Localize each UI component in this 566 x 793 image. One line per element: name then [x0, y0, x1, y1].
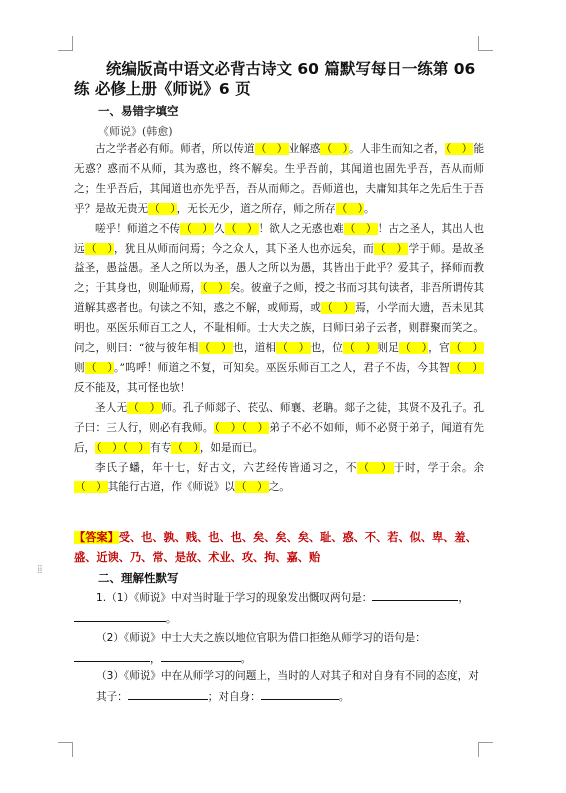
passage-text: ，犹且从师而问焉；今之众人，其下圣人也亦远矣，而: [114, 242, 374, 255]
passage-text: 。”呜呼！师道之不复，可知矣。巫医乐师百工之人，君子不齿，今其智: [114, 361, 450, 374]
answer-blank[interactable]: [372, 589, 458, 601]
passage-text: 也，道相: [232, 342, 277, 355]
passage-text: 则: [74, 361, 85, 374]
fill-blank[interactable]: （ ）: [277, 342, 310, 355]
fill-blank[interactable]: （ ）: [344, 222, 377, 235]
fill-blank[interactable]: （ ）: [336, 202, 364, 215]
question-2-mid: ，: [150, 653, 161, 665]
question-3: [74, 666, 484, 708]
fill-blank[interactable]: （ ）: [172, 441, 199, 454]
passage-text: 也，位: [310, 342, 344, 355]
fill-blank[interactable]: （ ）（ ）: [96, 441, 150, 454]
section-heading-2: 二、理解性默写: [98, 571, 179, 585]
fill-blank[interactable]: （ ）: [400, 342, 428, 355]
fill-blank[interactable]: （ ）: [344, 342, 377, 355]
answer-blank[interactable]: [161, 650, 241, 662]
passage-text: 矣。彼童子之师，授之书而习其句读者，非吾所谓传其道解其惑者也。句读之不知，惑之不解，或师焉，或: [74, 282, 485, 315]
question-3-end: 。: [338, 691, 350, 703]
passage-text: 嗟乎！师道之不传: [95, 222, 181, 235]
question-2-text: （2）《师说》中士大夫之族以地位官职为借口拒绝从师学习的语句是：: [96, 632, 426, 644]
fill-blank[interactable]: （ ）: [202, 282, 229, 295]
crop-mark-bottom-right: [478, 742, 493, 757]
answer-blank[interactable]: [261, 688, 339, 700]
passage-text: 弟子不必不如师，师不必贤于弟子，闻道有先后，: [74, 421, 484, 454]
passage-text: 则足: [377, 342, 400, 355]
question-2: [74, 628, 484, 670]
question-1-mid: ，: [458, 592, 469, 604]
question-1-text: 1.（1）《师说》中对当时耻于学习的现象发出慨叹两句是：: [96, 592, 373, 604]
fill-blank[interactable]: （ ）: [85, 361, 113, 374]
passage-text: 学于师。是故圣益圣，愚益愚。圣人之所以为圣，愚人之所以为愚，其皆出于此乎？爱其子，择师而教之；于其身也，则耻师焉，: [74, 242, 485, 295]
passage-body: [74, 140, 484, 498]
answer-text: 受、也、孰、贱、也、也、矣、矣、矣、耻、惑、不、若、似、卑、羞、盛、近谀、乃、常、是故、术业、攻、拘、嘉、贻: [74, 531, 477, 564]
passage-text: ！古之圣人，其出人也远: [74, 222, 485, 255]
passage-text: ，无长无少，道之所存，师之所存: [176, 202, 336, 215]
fill-blank[interactable]: （ ）: [255, 143, 288, 155]
passage-paragraph: [74, 399, 484, 459]
passage-text: 反不能及，其可怪也欤！: [74, 381, 191, 394]
fill-blank[interactable]: （ ）: [225, 222, 258, 235]
passage-text: 。: [364, 202, 375, 215]
passage-source: 《师说》(韩愈): [98, 125, 173, 138]
passage-text: 于时，学于余。余: [393, 461, 484, 474]
answer-blank[interactable]: [128, 688, 208, 700]
fill-blank[interactable]: （ ）: [128, 401, 161, 414]
fill-blank[interactable]: （ ）: [235, 481, 268, 494]
passage-text: 古之学者必有师。师者，所以传道: [95, 143, 255, 155]
passage-text: 业解惑: [288, 143, 321, 155]
section-heading-1: 一、易错字填空: [98, 104, 179, 118]
question-1: [74, 588, 484, 630]
drag-handle-icon[interactable]: ⁞⁞: [37, 562, 42, 576]
passage-text: 有专: [150, 441, 172, 454]
fill-blank[interactable]: （ ）: [85, 242, 114, 255]
crop-mark-bottom-left: [58, 742, 73, 757]
passage-text: 圣人无: [95, 401, 128, 414]
fill-blank[interactable]: （ ）: [322, 302, 355, 315]
fill-blank[interactable]: （ ）: [321, 143, 349, 155]
passage-paragraph: [74, 140, 484, 220]
passage-text: 其能行古道，作《师说》以: [107, 481, 235, 494]
crop-mark-top-right: [478, 36, 493, 51]
question-1-end: 。: [166, 613, 177, 625]
fill-blank[interactable]: （ ）: [450, 361, 484, 374]
question-2-end: 。: [240, 653, 252, 665]
passage-text: 久: [214, 222, 225, 235]
fill-blank[interactable]: （ ）: [199, 342, 232, 355]
passage-text: 师。孔子师郯子、苌弘、师襄、老聃。郯子之徒，其贤不及孔子。孔子曰：三人行，则必有我师。: [74, 401, 485, 434]
question-3-text: （3）《师说》中在从师学习的问题上，当时的人对其子和对自身有不同的态度，对其子：: [96, 670, 479, 703]
answer-tag: 【答案】: [74, 531, 119, 544]
answer-blank[interactable]: [74, 650, 150, 662]
passage-text: 。人非生而知之者，: [349, 143, 445, 155]
fill-blank[interactable]: （ ）: [374, 242, 408, 255]
passage-text: 能无惑？惑而不从师，其为惑也，终不解矣。生乎吾前，其闻道也固先乎吾，吾从而师之；生乎吾后，其闻道也亦先乎吾，吾从而师之。吾师道也，夫庸知其年之先后生于吾乎？是故无贵无: [74, 143, 485, 215]
question-3-mid: ；对自身：: [207, 691, 261, 703]
passage-text: ，如是而已。: [199, 441, 264, 454]
fill-blank[interactable]: （ ）: [149, 202, 176, 215]
fill-blank[interactable]: （ ）: [75, 481, 107, 494]
crop-mark-top-left: [58, 36, 73, 51]
passage-text: 之。: [268, 481, 290, 494]
fill-blank[interactable]: （ ）: [181, 222, 214, 235]
passage-text: 李氏子蟠，年十七，好古文，六艺经传皆通习之，不: [95, 461, 358, 474]
fill-blank[interactable]: （ ）: [450, 342, 484, 355]
answer-block: [74, 528, 484, 568]
passage-paragraph: [74, 459, 484, 499]
answer-blank[interactable]: [74, 610, 166, 622]
passage-text: ，官: [428, 342, 450, 355]
document-title: 统编版高中语文必背古诗文 60 篇默写每日一练第 06 练 必修上册《师说》6 页: [74, 60, 476, 98]
passage-text: ！欲人之无惑也难: [258, 222, 344, 235]
passage-text: 焉，小学而大遗，吾未见其明也。巫医乐师百工之人，不耻相师。士大夫之族，曰师曰弟子云者，则群聚而笑之。问之，则曰：“彼与彼年相: [74, 302, 485, 355]
fill-blank[interactable]: （ ）: [358, 461, 393, 474]
fill-blank[interactable]: （ ）（ ）: [214, 421, 269, 434]
passage-paragraph: [74, 220, 484, 399]
fill-blank[interactable]: （ ）: [445, 143, 473, 155]
